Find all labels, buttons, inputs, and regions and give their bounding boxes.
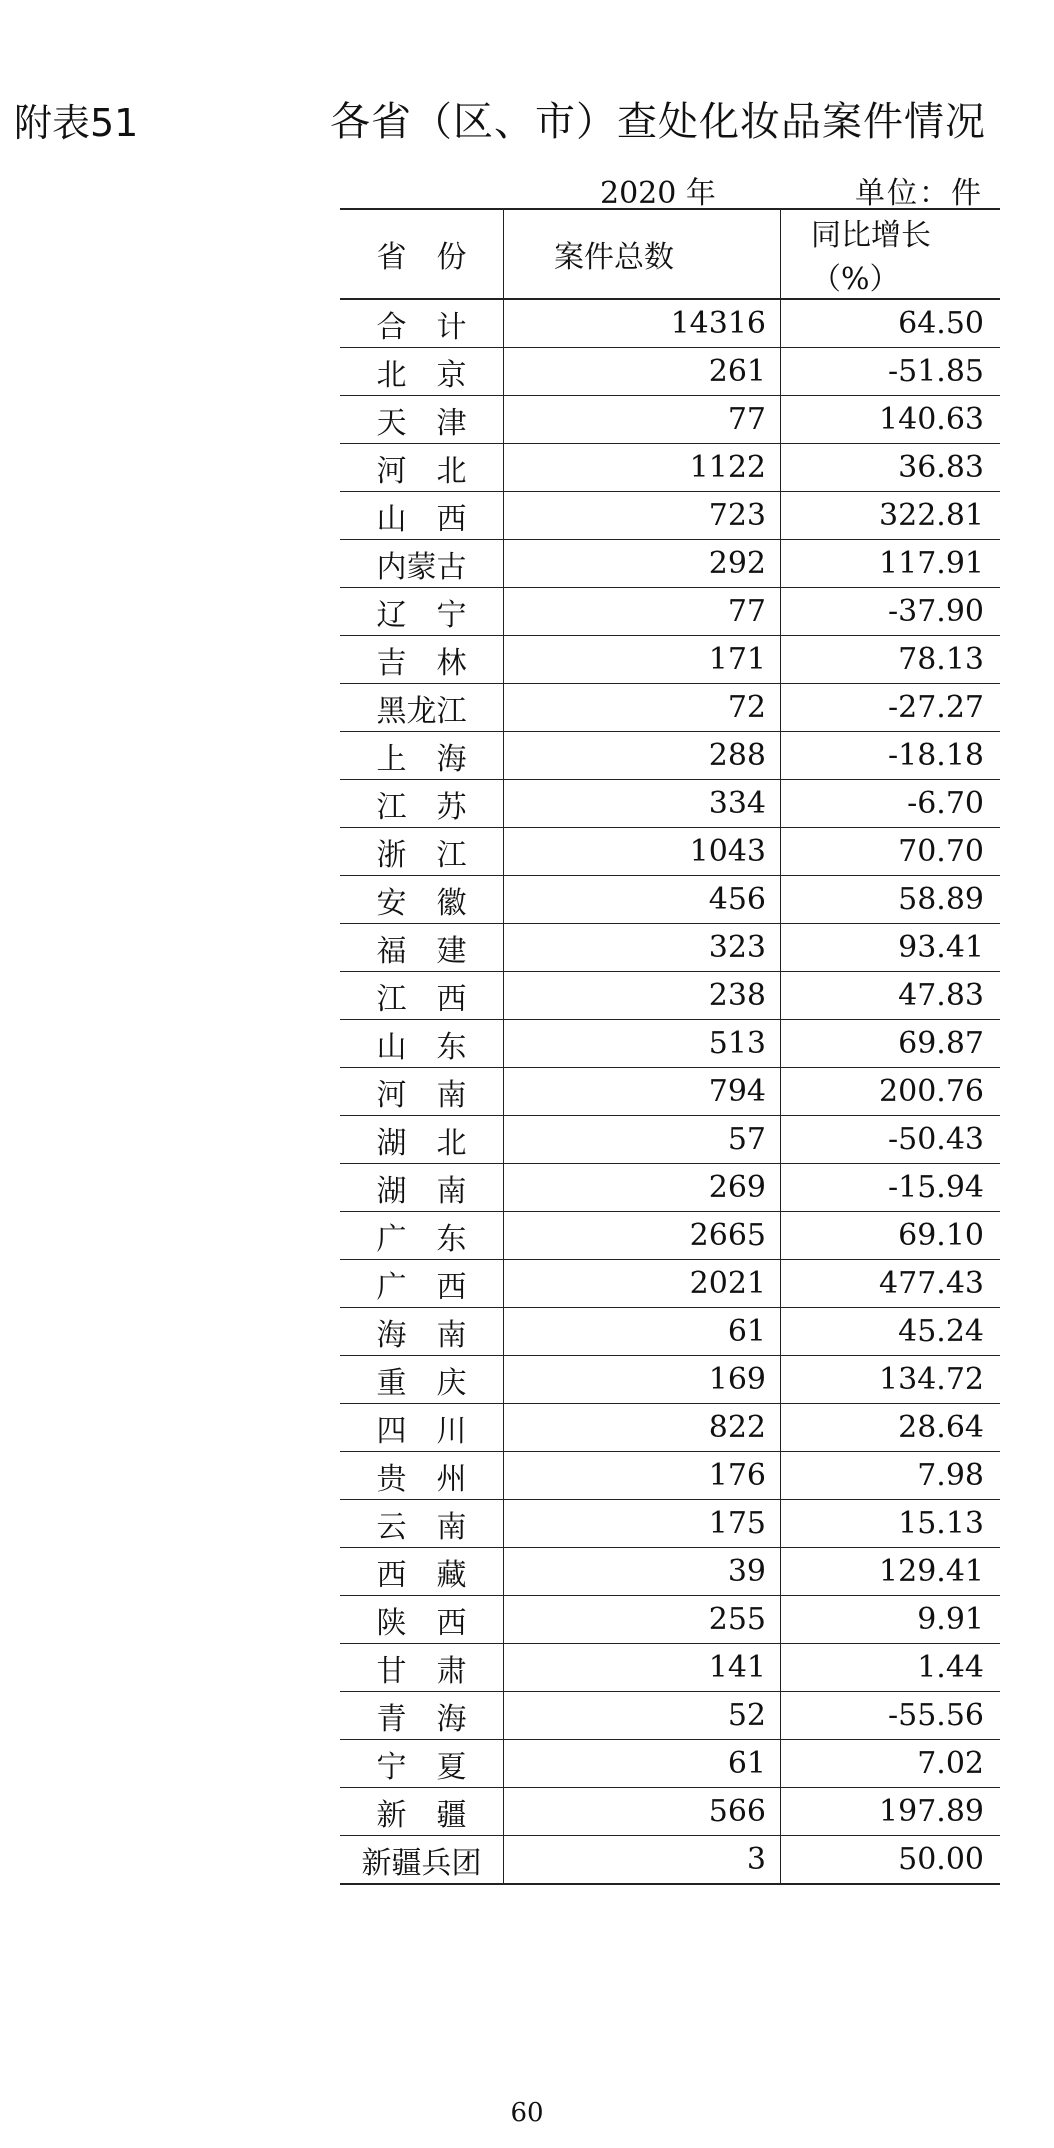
cases-cell: 141 [504,1644,781,1692]
province-cell: 河 北 [340,444,504,492]
table-row [340,876,1000,924]
growth-cell: 93.41 [781,924,1001,972]
province-cell: 云 南 [340,1500,504,1548]
growth-cell: -6.70 [781,780,1001,828]
year-label: 2020 年 [600,176,716,211]
growth-cell: 1.44 [781,1644,1001,1692]
growth-cell: 7.02 [781,1740,1001,1788]
header-cases: 案件总数 [504,209,781,299]
growth-cell: 78.13 [781,636,1001,684]
growth-cell: -50.43 [781,1116,1001,1164]
growth-cell: 477.43 [781,1260,1001,1308]
cases-cell: 1043 [504,828,781,876]
cases-cell: 52 [504,1692,781,1740]
cases-cell: 822 [504,1404,781,1452]
growth-cell: -55.56 [781,1692,1001,1740]
growth-cell: 134.72 [781,1356,1001,1404]
growth-cell: -51.85 [781,348,1001,396]
province-cell: 广 西 [340,1260,504,1308]
growth-cell: -18.18 [781,732,1001,780]
province-cell: 北 京 [340,348,504,396]
growth-cell: 45.24 [781,1308,1001,1356]
cases-cell: 2665 [504,1212,781,1260]
table-row [340,1260,1000,1308]
province-cell: 青 海 [340,1692,504,1740]
province-cell: 天 津 [340,396,504,444]
cases-cell: 72 [504,684,781,732]
table-row [340,1020,1000,1068]
growth-cell: 58.89 [781,876,1001,924]
table-row [340,1548,1000,1596]
cases-cell: 334 [504,780,781,828]
table-row [340,828,1000,876]
province-cell: 新疆兵团 [340,1836,504,1885]
growth-cell: 70.70 [781,828,1001,876]
table-row [340,1788,1000,1836]
province-cell: 福 建 [340,924,504,972]
table-row [340,1452,1000,1500]
cases-cell: 323 [504,924,781,972]
province-cell: 山 西 [340,492,504,540]
growth-cell: 36.83 [781,444,1001,492]
table-body [340,299,1000,1884]
growth-cell: 140.63 [781,396,1001,444]
growth-cell: 322.81 [781,492,1001,540]
province-cell: 辽 宁 [340,588,504,636]
cases-cell: 171 [504,636,781,684]
cases-cell: 14316 [504,299,781,348]
table-row [340,972,1000,1020]
table-row [340,1356,1000,1404]
cases-cell: 39 [504,1548,781,1596]
growth-cell: -15.94 [781,1164,1001,1212]
growth-cell: 64.50 [781,299,1001,348]
province-cell: 内蒙古 [340,540,504,588]
cases-cell: 175 [504,1500,781,1548]
table-row [340,924,1000,972]
table-row [340,588,1000,636]
table-row [340,1644,1000,1692]
cases-cell: 723 [504,492,781,540]
province-cell: 广 东 [340,1212,504,1260]
table-row [340,636,1000,684]
cases-cell: 61 [504,1740,781,1788]
province-cell: 海 南 [340,1308,504,1356]
province-cell: 宁 夏 [340,1740,504,1788]
province-cell: 贵 州 [340,1452,504,1500]
table-row [340,780,1000,828]
header-province: 省 份 [340,209,504,299]
growth-cell: -27.27 [781,684,1001,732]
table-row [340,396,1000,444]
table-row [340,444,1000,492]
growth-cell: 47.83 [781,972,1001,1020]
growth-cell: 9.91 [781,1596,1001,1644]
province-cell: 上 海 [340,732,504,780]
cases-cell: 2021 [504,1260,781,1308]
table-row [340,1740,1000,1788]
province-cell: 四 川 [340,1404,504,1452]
table-row [340,348,1000,396]
growth-cell: 117.91 [781,540,1001,588]
table-row [340,1692,1000,1740]
province-cell: 河 南 [340,1068,504,1116]
province-cell: 吉 林 [340,636,504,684]
cases-cell: 57 [504,1116,781,1164]
table-row [340,1068,1000,1116]
province-cell: 江 苏 [340,780,504,828]
growth-cell: 7.98 [781,1452,1001,1500]
province-cell: 浙 江 [340,828,504,876]
province-cell: 重 庆 [340,1356,504,1404]
table-row [340,492,1000,540]
table-label: 附表51 [14,101,139,145]
cases-cell: 238 [504,972,781,1020]
table-row [340,540,1000,588]
growth-cell: 200.76 [781,1068,1001,1116]
cases-cell: 566 [504,1788,781,1836]
table-header-row [340,209,1000,299]
cases-cell: 513 [504,1020,781,1068]
table-row [340,1116,1000,1164]
province-cell: 黑龙江 [340,684,504,732]
table-row [340,1164,1000,1212]
page-title: 各省（区、市）查处化妆品案件情况 [330,99,986,145]
cases-cell: 288 [504,732,781,780]
cases-cell: 292 [504,540,781,588]
table-row [340,1596,1000,1644]
province-cell: 甘 肃 [340,1644,504,1692]
growth-cell: 50.00 [781,1836,1001,1885]
cases-cell: 77 [504,588,781,636]
table-row [340,299,1000,348]
province-cell: 山 东 [340,1020,504,1068]
unit-label: 单位：件 [855,176,983,211]
cases-cell: 269 [504,1164,781,1212]
province-cell: 安 徽 [340,876,504,924]
growth-cell: 197.89 [781,1788,1001,1836]
table-row [340,684,1000,732]
cases-cell: 176 [504,1452,781,1500]
cases-cell: 77 [504,396,781,444]
table-row [340,1500,1000,1548]
cases-cell: 3 [504,1836,781,1885]
growth-cell: 28.64 [781,1404,1001,1452]
province-cell: 湖 北 [340,1116,504,1164]
growth-cell: -37.90 [781,588,1001,636]
province-cell: 陕 西 [340,1596,504,1644]
cases-cell: 169 [504,1356,781,1404]
cases-cell: 1122 [504,444,781,492]
cases-cell: 61 [504,1308,781,1356]
growth-cell: 69.10 [781,1212,1001,1260]
province-cell: 湖 南 [340,1164,504,1212]
cases-cell: 255 [504,1596,781,1644]
table-row [340,732,1000,780]
province-cell: 江 西 [340,972,504,1020]
page-number: 60 [510,2098,544,2128]
growth-cell: 69.87 [781,1020,1001,1068]
cases-table [340,208,1000,1885]
growth-cell: 129.41 [781,1548,1001,1596]
province-cell: 西 藏 [340,1548,504,1596]
header-growth: 同比增长（%） [781,209,1001,299]
province-cell: 新 疆 [340,1788,504,1836]
province-cell: 合 计 [340,299,504,348]
cases-cell: 456 [504,876,781,924]
cases-cell: 794 [504,1068,781,1116]
table-row [340,1308,1000,1356]
growth-cell: 15.13 [781,1500,1001,1548]
table-row [340,1836,1000,1885]
table-row [340,1212,1000,1260]
table-row [340,1404,1000,1452]
cases-cell: 261 [504,348,781,396]
